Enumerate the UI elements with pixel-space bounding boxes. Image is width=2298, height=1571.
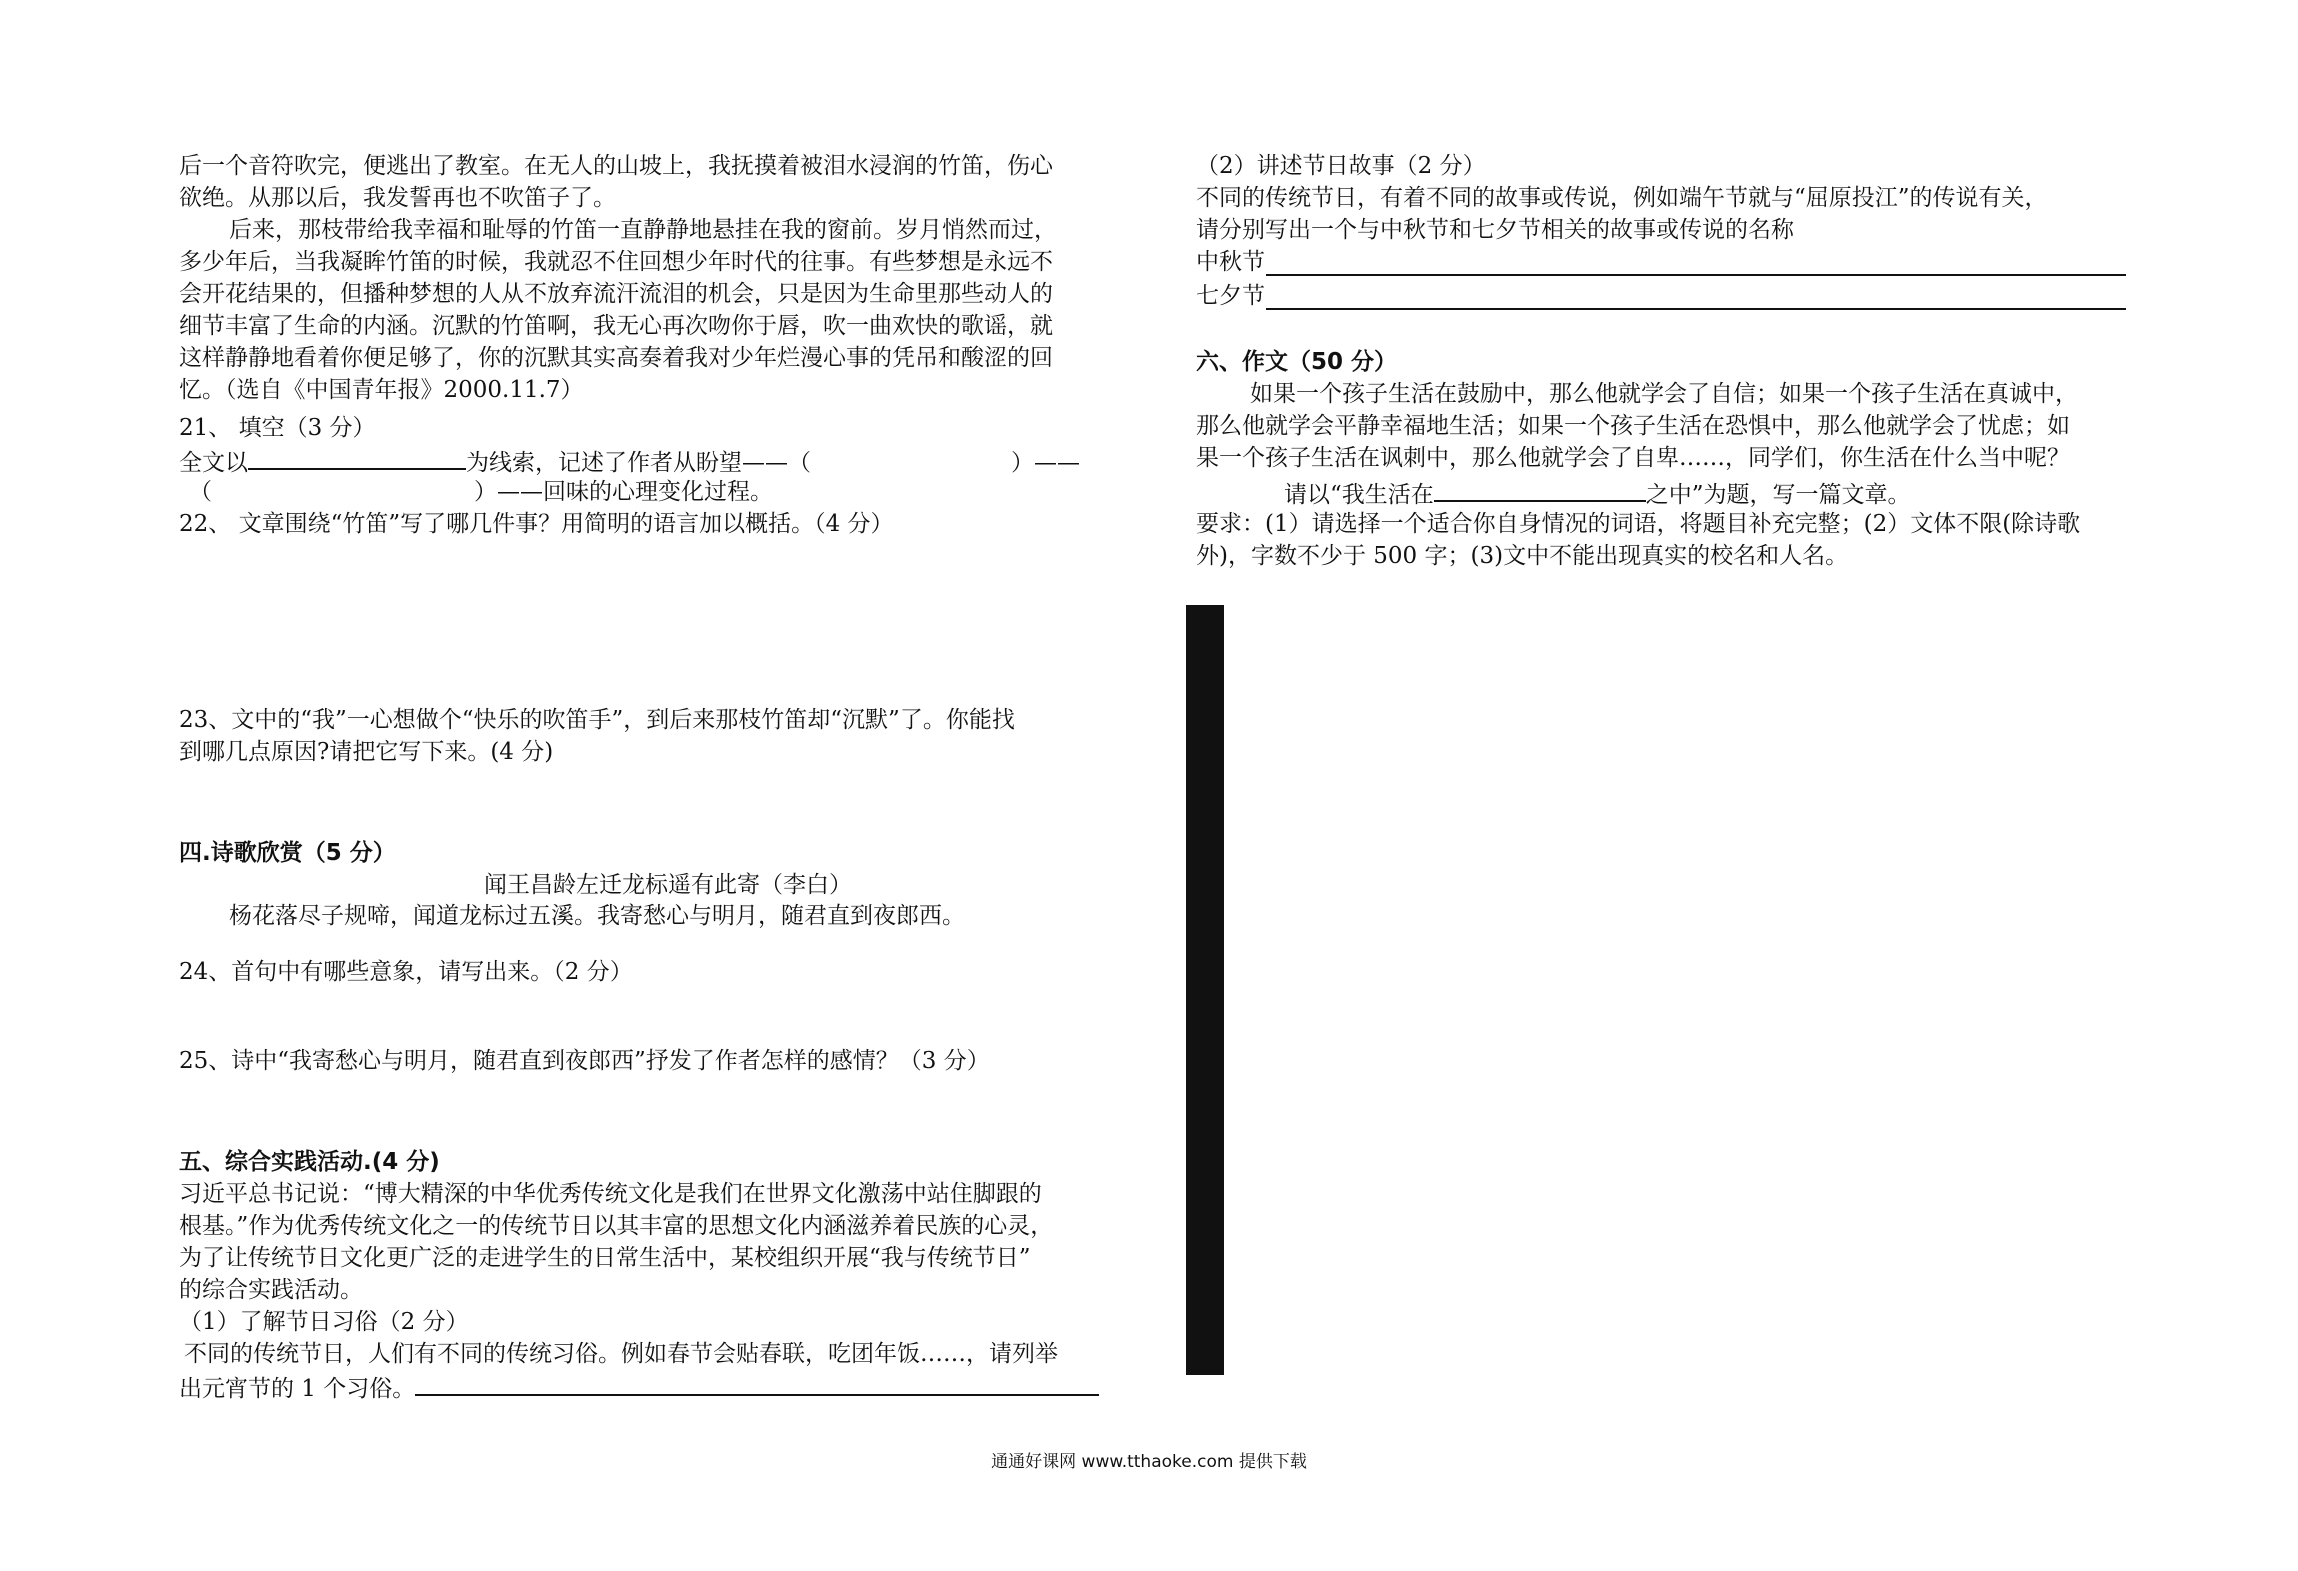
grid-row <box>1187 1278 1223 1326</box>
footer-credit: 通通好课网 www.tthaoke.com 提供下载 <box>991 1452 1307 1472</box>
essay-prompt-line: 如果一个孩子生活在鼓励中，那么他就学会了自信；如果一个孩子生活在真诚中， <box>1250 381 2078 407</box>
grid-row <box>1187 654 1223 702</box>
passage-line: 忆。（选自《中国青年报》2000.11.7） <box>179 377 584 403</box>
grid-row <box>1187 990 1223 1038</box>
essay-requirement-line: 外)，字数不少于 500 字；(3)文中不能出现真实的校名和人名。 <box>1196 543 1849 569</box>
mid-autumn-label: 中秋节 <box>1196 249 1265 275</box>
grid-cell[interactable] <box>1221 1038 1223 1086</box>
grid-cell[interactable] <box>1221 1230 1223 1278</box>
q21-line1: 全文以 为线索，记述了作者从盼望——（ ）—— <box>179 444 1080 479</box>
section6-heading: 六、作文（50 分） <box>1196 349 1398 375</box>
grid-row <box>1187 702 1223 750</box>
essay-title-instruction: 请以“我生活在 之中”为题，写一篇文章。 <box>1284 476 1911 511</box>
section4-heading: 四.诗歌欣赏（5 分） <box>179 840 396 866</box>
grid-cell[interactable] <box>1221 894 1223 942</box>
grid-cell[interactable] <box>1221 1182 1223 1230</box>
grid-row <box>1187 1038 1223 1086</box>
q23-line: 到哪几点原因?请把它写下来。(4 分) <box>179 739 554 765</box>
essay-title-blank[interactable] <box>1434 476 1646 502</box>
grid-row <box>1187 750 1223 798</box>
essay-prompt-line: 那么他就学会平静幸福地生活；如果一个孩子生活在恐惧中，那么他就学会了忧虑；如 <box>1196 413 2070 439</box>
passage-line: 会开花结果的，但播种梦想的人从不放弃流汗流泪的机会，只是因为生命里那些动人的 <box>179 281 1053 307</box>
grid-row <box>1187 942 1223 990</box>
sub1-text2: 出元宵节的 1 个习俗。 <box>179 1370 1099 1405</box>
sub2-text: 请分别写出一个与中秋节和七夕节相关的故事或传说的名称 <box>1196 217 1794 243</box>
grid-row <box>1187 1230 1223 1278</box>
passage-line: 后一个音符吹完，便逃出了教室。在无人的山坡上，我抚摸着被泪水浸润的竹笛，伤心 <box>179 153 1053 179</box>
section5-intro-line: 习近平总书记说：“博大精深的中华优秀传统文化是我们在世界文化激荡中站住脚跟的 <box>179 1181 1042 1207</box>
q21-title: 21、 填空（3 分） <box>179 415 376 441</box>
grid-cell[interactable] <box>1221 702 1223 750</box>
poem-title: 闻王昌龄左迁龙标遥有此寄（李白） <box>484 872 852 898</box>
section5-intro-line: 根基。”作为优秀传统文化之一的传统节日以其丰富的思想文化内涵滋养着民族的心灵， <box>179 1213 1054 1239</box>
grid-row <box>1187 1134 1223 1182</box>
sub2-title: （2）讲述节日故事（2 分） <box>1196 153 1486 179</box>
poem-text: 杨花落尽子规啼，闻道龙标过五溪。我寄愁心与明月，随君直到夜郎西。 <box>229 903 965 929</box>
sub2-text: 不同的传统节日，有着不同的故事或传说，例如端午节就与“屈原投江”的传说有关， <box>1196 185 2048 211</box>
grid-row <box>1187 606 1223 654</box>
grid-cell[interactable] <box>1221 654 1223 702</box>
grid-cell[interactable] <box>1221 798 1223 846</box>
q22: 22、 文章围绕“竹笛”写了哪几件事？用简明的语言加以概括。（4 分） <box>179 511 894 537</box>
grid-cell[interactable] <box>1221 990 1223 1038</box>
qixi-label: 七夕节 <box>1196 283 1265 309</box>
q23-line: 23、文中的“我”一心想做个“快乐的吹笛手”，到后来那枝竹笛却“沉默”了。你能找 <box>179 707 1015 733</box>
mid-autumn-answer-line[interactable] <box>1266 274 2126 276</box>
passage-line: 多少年后，当我凝眸竹笛的时候，我就忍不住回想少年时代的往事。有些梦想是永远不 <box>179 249 1053 275</box>
grid-row <box>1187 1086 1223 1134</box>
grid-cell[interactable] <box>1221 1326 1223 1374</box>
section5-heading: 五、综合实践活动.(4 分) <box>179 1149 440 1175</box>
passage-line: 欲绝。从那以后，我发誓再也不吹笛子了。 <box>179 185 616 211</box>
sub1-title: （1）了解节日习俗（2 分） <box>179 1309 469 1335</box>
essay-writing-grid[interactable] <box>1186 605 1224 1375</box>
grid-cell[interactable] <box>1221 942 1223 990</box>
passage-line: 这样静静地看着你便足够了，你的沉默其实高奏着我对少年烂漫心事的凭吊和酸涩的回 <box>179 345 1053 371</box>
q21-blank-clue[interactable] <box>248 444 466 470</box>
grid-row <box>1187 1326 1223 1374</box>
essay-prompt-line: 果一个孩子生活在讽刺中，那么他就学会了自卑……，同学们，你生活在什么当中呢？ <box>1196 445 2070 471</box>
sub1-text: 不同的传统节日，人们有不同的传统习俗。例如春节会贴春联，吃团年饭……，请列举 <box>184 1341 1058 1367</box>
lantern-custom-blank[interactable] <box>415 1370 1099 1396</box>
qixi-answer-line[interactable] <box>1266 308 2126 310</box>
grid-row <box>1187 1182 1223 1230</box>
section5-intro-line: 的综合实践活动。 <box>179 1277 363 1303</box>
grid-row <box>1187 798 1223 846</box>
q21-line2: （ ）——回味的心理变化过程。 <box>189 479 773 505</box>
grid-cell[interactable] <box>1221 846 1223 894</box>
essay-requirement-line: 要求：(1）请选择一个适合你自身情况的词语，将题目补充完整；(2）文体不限(除诗歌 <box>1196 511 2081 537</box>
q25: 25、诗中“我寄愁心与明月，随君直到夜郎西”抒发了作者怎样的感情？（3 分） <box>179 1048 990 1074</box>
grid-cell[interactable] <box>1221 1278 1223 1326</box>
passage-line: 细节丰富了生命的内涵。沉默的竹笛啊，我无心再次吻你于唇，吹一曲欢快的歌谣，就 <box>179 313 1053 339</box>
grid-cell[interactable] <box>1221 750 1223 798</box>
grid-cell[interactable] <box>1221 606 1223 654</box>
grid-row <box>1187 894 1223 942</box>
q24: 24、首句中有哪些意象，请写出来。（2 分） <box>179 959 633 985</box>
grid-cell[interactable] <box>1221 1086 1223 1134</box>
section5-intro-line: 为了让传统节日文化更广泛的走进学生的日常生活中，某校组织开展“我与传统节日” <box>179 1245 1031 1271</box>
passage-line: 后来，那枝带给我幸福和耻辱的竹笛一直静静地悬挂在我的窗前。岁月悄然而过， <box>229 217 1057 243</box>
grid-cell[interactable] <box>1221 1134 1223 1182</box>
grid-row <box>1187 846 1223 894</box>
